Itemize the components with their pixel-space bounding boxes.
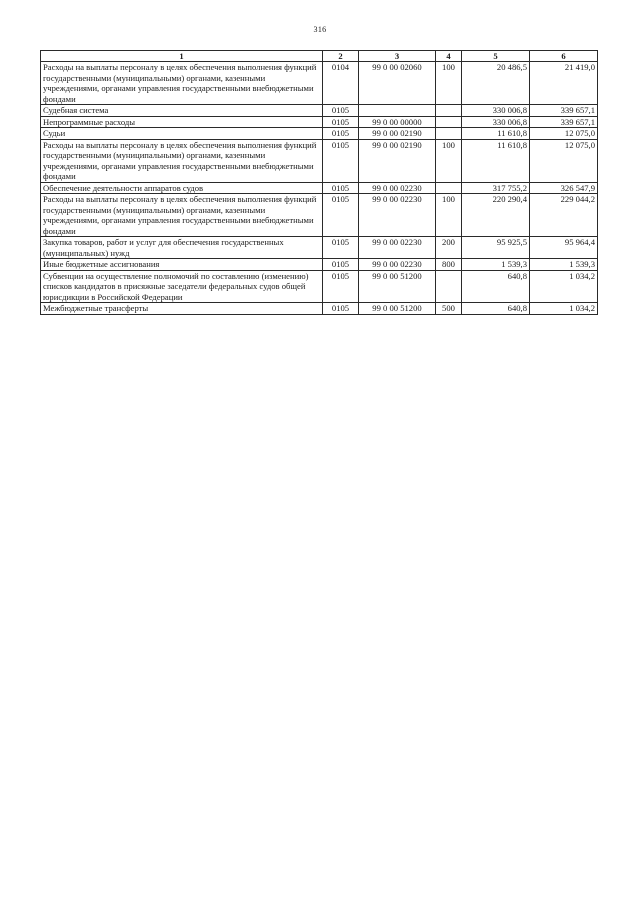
row-amount1-cell: 317 755,2 (462, 182, 530, 194)
row-section-cell: 0105 (323, 139, 359, 182)
row-type-cell: 200 (436, 237, 462, 259)
table-body (41, 62, 598, 315)
row-amount2-cell: 95 964,4 (530, 237, 598, 259)
table-row (41, 182, 598, 194)
table-row (41, 194, 598, 237)
row-section-cell: 0104 (323, 62, 359, 105)
table-row (41, 270, 598, 303)
page-number: 316 (313, 25, 327, 34)
row-name-cell: Иные бюджетные ассигнования (41, 259, 323, 271)
row-target-cell: 99 0 00 02190 (359, 128, 436, 140)
row-type-cell: 100 (436, 62, 462, 105)
table-row (41, 303, 598, 315)
row-section-cell: 0105 (323, 105, 359, 117)
table-row (41, 116, 598, 128)
row-amount2-cell: 1 539,3 (530, 259, 598, 271)
row-amount2-cell: 12 075,0 (530, 128, 598, 140)
column-header-1: 1 (41, 51, 323, 62)
row-type-cell: 500 (436, 303, 462, 315)
row-name-cell: Судебная система (41, 105, 323, 117)
row-amount1-cell: 1 539,3 (462, 259, 530, 271)
row-name-cell: Расходы на выплаты персоналу в целях обеспечения выполнения функций государственными (муниципальными) органами, казенными учреждениями, органами управления государственными внебюджетными фондами (41, 194, 323, 237)
row-amount2-cell: 339 657,1 (530, 105, 598, 117)
row-name-cell: Субвенции на осуществление полномочий по составлению (изменению) списков кандидатов в присяжные заседатели федеральных судов общей юрисдикции в Российской Федерации (41, 270, 323, 303)
table-row (41, 139, 598, 182)
column-header-5: 5 (462, 51, 530, 62)
column-header-2: 2 (323, 51, 359, 62)
row-amount1-cell: 640,8 (462, 270, 530, 303)
row-section-cell: 0105 (323, 259, 359, 271)
row-section-cell: 0105 (323, 116, 359, 128)
row-target-cell: 99 0 00 02230 (359, 194, 436, 237)
table-row (41, 105, 598, 117)
budget-table (40, 50, 598, 315)
row-amount2-cell: 21 419,0 (530, 62, 598, 105)
column-header-6: 6 (530, 51, 598, 62)
row-amount2-cell: 326 547,9 (530, 182, 598, 194)
row-section-cell: 0105 (323, 303, 359, 315)
row-amount2-cell: 229 044,2 (530, 194, 598, 237)
row-name-cell: Обеспечение деятельности аппаратов судов (41, 182, 323, 194)
row-target-cell: 99 0 00 02230 (359, 259, 436, 271)
column-header-3: 3 (359, 51, 436, 62)
row-type-cell (436, 105, 462, 117)
row-amount1-cell: 330 006,8 (462, 105, 530, 117)
row-name-cell: Межбюджетные трансферты (41, 303, 323, 315)
row-amount1-cell: 220 290,4 (462, 194, 530, 237)
table-row (41, 128, 598, 140)
row-amount1-cell: 330 006,8 (462, 116, 530, 128)
row-amount2-cell: 339 657,1 (530, 116, 598, 128)
table-header-row (41, 51, 598, 62)
row-name-cell: Расходы на выплаты персоналу в целях обеспечения выполнения функций государственными (муниципальными) органами, казенными учреждениями, органами управления государственными внебюджетными фондами (41, 139, 323, 182)
row-name-cell: Судьи (41, 128, 323, 140)
row-amount2-cell: 1 034,2 (530, 270, 598, 303)
row-target-cell: 99 0 00 51200 (359, 270, 436, 303)
row-section-cell: 0105 (323, 128, 359, 140)
row-type-cell (436, 182, 462, 194)
row-target-cell: 99 0 00 51200 (359, 303, 436, 315)
row-type-cell (436, 116, 462, 128)
row-type-cell: 100 (436, 139, 462, 182)
row-target-cell: 99 0 00 02230 (359, 182, 436, 194)
row-amount1-cell: 11 610,8 (462, 128, 530, 140)
table-row (41, 237, 598, 259)
row-type-cell (436, 270, 462, 303)
row-target-cell: 99 0 00 02230 (359, 237, 436, 259)
row-type-cell (436, 128, 462, 140)
row-amount2-cell: 1 034,2 (530, 303, 598, 315)
row-name-cell: Непрограммные расходы (41, 116, 323, 128)
row-name-cell: Закупка товаров, работ и услуг для обеспечения государственных (муниципальных) нужд (41, 237, 323, 259)
row-name-cell: Расходы на выплаты персоналу в целях обеспечения выполнения функций государственными (муниципальными) органами, казенными учреждениями, органами управления государственными внебюджетными фондами (41, 62, 323, 105)
row-section-cell: 0105 (323, 182, 359, 194)
column-header-4: 4 (436, 51, 462, 62)
row-type-cell: 800 (436, 259, 462, 271)
row-section-cell: 0105 (323, 270, 359, 303)
row-section-cell: 0105 (323, 194, 359, 237)
row-target-cell: 99 0 00 00000 (359, 116, 436, 128)
row-type-cell: 100 (436, 194, 462, 237)
row-section-cell: 0105 (323, 237, 359, 259)
table-row (41, 62, 598, 105)
row-amount1-cell: 640,8 (462, 303, 530, 315)
row-amount1-cell: 11 610,8 (462, 139, 530, 182)
table-row (41, 259, 598, 271)
row-amount1-cell: 95 925,5 (462, 237, 530, 259)
row-amount2-cell: 12 075,0 (530, 139, 598, 182)
row-amount1-cell: 20 486,5 (462, 62, 530, 105)
row-target-cell: 99 0 00 02190 (359, 139, 436, 182)
row-target-cell: 99 0 00 02060 (359, 62, 436, 105)
row-target-cell (359, 105, 436, 117)
